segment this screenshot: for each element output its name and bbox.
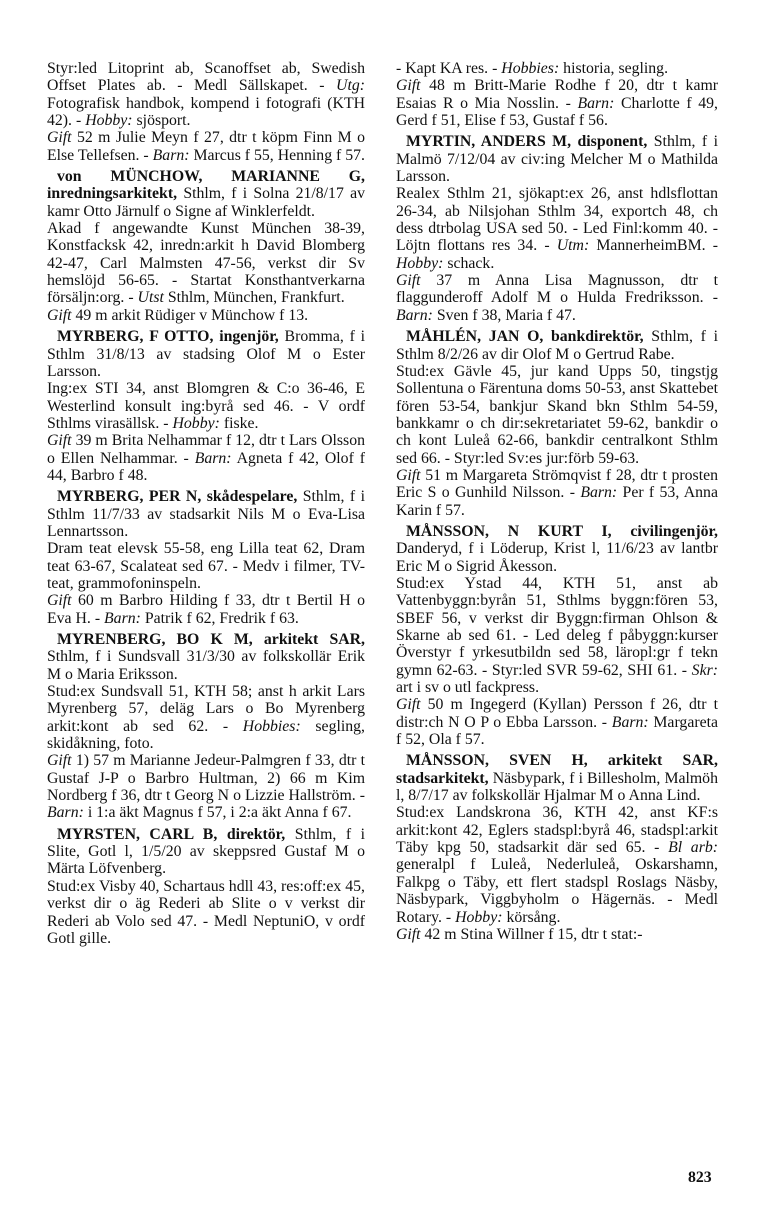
entry-occupation: direktör, bbox=[226, 825, 286, 843]
career-text: Akad f angewandte Kunst München 38-39, Konstfacksk 42, inredn:arkit h David Blomberg 42-47, Carl Malmsten 47-56, verkst dir Sv hemslöjd 56-65. - Startat Konsthantverkarna försäljn:org. - bbox=[47, 220, 365, 307]
hobby-text: historia, segling. bbox=[563, 60, 669, 77]
children-text: Marcus f 55, Henning f 57. bbox=[193, 146, 366, 164]
family-text: 51 m Margareta Strömqvist f 28, dtr t prosten Eric S o Gunhild Nilsson. bbox=[396, 466, 718, 502]
entry-birth: Näsbypark, f i Billesholm, Malmöh l, 8/7/17 av folkskollär Hjalmar M o Anna Lind. bbox=[396, 769, 718, 805]
hobby-label: Hobby: bbox=[85, 112, 133, 130]
family-text: 39 m Brita Nelhammar f 12, dtr t Lars Olsson o Ellen Nelhammar. - bbox=[47, 432, 365, 467]
entry-mansson-kurt bbox=[396, 523, 718, 748]
career-text: Stud:ex Gävle 45, jur kand Upps 50, tingstjg Sollentuna o Färentuna doms 50-53, anst Skattebet fören 53-54, bankjur Skand bkn Sthlm 54-59, bankkamr o ch dir:sekretariatet 59-62, bankdir o ch kont Luleå 62-66, bankdir centralkont Sthlm sed 66. - Styr:led Sv:es jur:förb 59-63. bbox=[396, 362, 718, 467]
hobby-text: fiske. bbox=[223, 414, 259, 432]
entry-name: MYRBERG, F OTTO, bbox=[57, 328, 214, 346]
family-text: 1) 57 m Marianne Jedeur-Palmgren f 33, dtr t Gustaf J-P o Barbro Hultman, 2) 66 m Kim Nordberg f 36, dtr t Georg N o Lizzie Hallström. - bbox=[47, 752, 365, 805]
children-text: Margareta f 52, Ola f 57. bbox=[396, 713, 719, 749]
entry-name: MÅNSSON, N KURT I, bbox=[406, 522, 612, 540]
entry-birth: Sthlm, f i Sthlm 8/2/26 av dir Olof M o Gertrud Rabe. bbox=[396, 328, 718, 363]
entry-birth: Danderyd, f i Löderup, Krist l, 11/6/23 av lantbr Eric M o Sigrid Åkesson. bbox=[396, 540, 718, 575]
entry-myrberg-per bbox=[47, 488, 365, 627]
children-text: i 1:a äkt Magnus f 57, i 2:a äkt Anna f 67. bbox=[87, 804, 352, 822]
entry-name: MYRTIN, ANDERS M, bbox=[406, 133, 572, 151]
entry-occupation: bankdirektör, bbox=[551, 328, 644, 346]
gift-label: Gift bbox=[396, 77, 421, 95]
family-text: 42 m Stina Willner f 15, dtr t stat:- bbox=[424, 925, 643, 943]
works-text: generalpl f Luleå, Nederluleå, Oskarshamn, Falkpg o Täby, ett flert stadspl Roslags Näsby, Näsbypark, Viggbyholm o Hägernäs. - Medl Rotary. - bbox=[396, 856, 718, 926]
entry-birth: Sthlm, f i Slite, Gotl l, 1/5/20 av skeppsred Gustaf M o Märta Löfvenberg. bbox=[47, 825, 366, 878]
entry-mahlen: MÅHLÉN, JAN O, bankdirektör, Sthlm, f i Sthlm 8/2/26 av dir Olof M o Gertrud Rabe. Stud:ex Gävle 45, jur kand Upps 50, tingstjg Sollentuna o Färentuna doms 50-53, anst Skattebet fören 53-54, bankjur Skand bkn Sthlm 54-59, bankkamr o ch dir:sekretariatet 59-62, bankdir o ch kont Luleå 62-66, bankdir centralkont Sthlm sed 66. - Styr:led Sv:es jur:förb 59-63. Gift 51 m Margareta Strömqvist f 28, dtr t prosten Eric S o Gunhild Nilsson. - Barn: Per f 53, Anna Karin f 57. bbox=[396, 328, 718, 519]
gift-label: Gift bbox=[396, 925, 421, 943]
hobby-text: segling, skidåkning, foto. bbox=[47, 717, 365, 753]
gift-label: Gift bbox=[47, 752, 72, 770]
exhibitions-text: Sthlm, München, Frankfurt. bbox=[167, 289, 345, 307]
barn-label: Barn: bbox=[47, 804, 84, 822]
career-text: Dram teat elevsk 55-58, eng Lilla teat 62, Dram teat 63-67, Scalateat sed 67. - Medv i filmer, TV-teat, grammofoninspeln. bbox=[47, 540, 365, 592]
gift-label: Gift bbox=[47, 592, 72, 610]
left-column bbox=[47, 60, 365, 951]
gift-label: Gift bbox=[47, 306, 72, 324]
children-text: Per f 53, Anna Karin f 57. bbox=[396, 484, 718, 519]
career-text: Styr:led Litoprint ab, Scanoffset ab, Swedish Offset Plates ab. - Medl Sällskapet. bbox=[47, 60, 365, 95]
gift-label: Gift bbox=[396, 466, 421, 484]
children-text: Agneta f 42, Olof f 44, Barbro f 48. bbox=[47, 449, 365, 484]
entry-name: von MÜNCHOW, MARIANNE G, bbox=[57, 168, 365, 186]
entry-birth: Bromma, f i Sthlm 31/8/13 av stadsing Olof M o Ester Larsson. bbox=[47, 328, 366, 380]
right-column bbox=[396, 60, 718, 947]
hobbies-label: Hobbies: bbox=[501, 60, 560, 77]
family-text: 37 m Anna Lisa Magnusson, dtr t flaggunderoff Adolf M o Hulda Fredriksson. - bbox=[396, 272, 718, 307]
entry-myrsten bbox=[47, 826, 365, 947]
entry-myrtin: MYRTIN, ANDERS M, disponent, Sthlm, f i Malmö 7/12/04 av civ:ing Melcher M o Mathilda Larsson. Realex Sthlm 21, sjökapt:ex 26, anst hdlsflottan 26-34, ab Nilsjohan Sthlm 34, exportch 48, ch dess dtrbolag USA sed 50. - Led Finl:komm 40. - Löjtn flottans res 34. - Utm: MannerheimBM. - Hobby: schack. Gift 37 m Anna Lisa Magnusson, dtr t flaggunderoff Adolf M o Hulda Fredriksson. - Barn: Sven f 38, Maria f 47. bbox=[396, 133, 719, 324]
children-text: Patrik f 62, Fredrik f 63. bbox=[144, 609, 299, 627]
entry-myrberg-otto bbox=[47, 328, 365, 484]
gift-label: Gift bbox=[396, 272, 421, 290]
entry-birth: Sthlm, f i Solna 21/8/17 av kamr Otto Järnulf o Signe af Winklerfeldt. bbox=[47, 185, 366, 220]
career-text: Ing:ex STI 34, anst Blomgren & C:o 36-46, E Westerlind konsult ing:byrå sed 46. - V ordf Sthlms virasällsk. - bbox=[47, 380, 365, 432]
hobby-text: sjösport. bbox=[136, 112, 191, 130]
entry-occupation: civilingenjör, bbox=[630, 522, 718, 540]
family-text: 60 m Barbro Hilding f 33, dtr t Bertil H o Eva H. - bbox=[47, 592, 365, 627]
barn-label: Barn: bbox=[577, 94, 615, 112]
entry-name: MYRSTEN, CARL B, bbox=[57, 825, 218, 843]
skr-label: Skr: bbox=[691, 661, 718, 679]
bl-arb-label: Bl arb: bbox=[668, 839, 718, 857]
entry-birth: Sthlm, f i Sthlm 11/7/33 av stadsarkit Nils M o Eva-Lisa Lennartsson. bbox=[47, 488, 365, 540]
barn-label: Barn: bbox=[104, 609, 141, 627]
entry-name: MÅNSSON, SVEN H, bbox=[406, 752, 588, 770]
barn-label: Barn: bbox=[152, 146, 190, 164]
entry-occupation: inredningsarkitekt, bbox=[47, 185, 178, 203]
entry-munchow bbox=[47, 168, 365, 324]
career-text: - Kapt KA res. - bbox=[396, 60, 498, 77]
entry-birth: Sthlm, f i Sundsvall 31/3/30 av folkskollär Erik M o Maria Eriksson. bbox=[47, 648, 365, 683]
writings-text: art i sv o utl fackpress. bbox=[396, 679, 540, 697]
utm-label: Utm: bbox=[556, 237, 590, 255]
children-text: Charlotte f 49, Gerd f 51, Elise f 53, Gustaf f 56. bbox=[396, 94, 718, 130]
entry-occupation: arkitekt SAR, bbox=[263, 631, 365, 648]
barn-label: Barn: bbox=[194, 449, 232, 467]
entry-occupation: skådespelare, bbox=[206, 488, 298, 506]
gift-label: Gift bbox=[47, 129, 72, 147]
entry-occupation: ingenjör, bbox=[219, 328, 279, 346]
hobbies-label: Hobbies: bbox=[242, 717, 301, 735]
hobby-label: Hobby: bbox=[455, 908, 503, 926]
career-text: Stud:ex Sundsvall 51, KTH 58; anst h arkit Lars Myrenberg 57, deläg Lars o Bo Myrenberg arkit:kont ab sed 62. - bbox=[47, 683, 365, 735]
entry-myrenberg bbox=[47, 631, 365, 822]
barn-label: Barn: bbox=[580, 484, 618, 502]
career-text: Stud:ex Landskrona 36, KTH 42, anst KF:s arkit:kont 42, Eglers stadspl:byrå 46, stadspl:arkit Täby kpg 50, stadsarkit där sed 65. - bbox=[396, 804, 718, 857]
utst-label: Utst bbox=[137, 289, 164, 307]
entry-occupation: arkitekt SAR, stadsarkitekt, bbox=[396, 752, 719, 787]
hobby-label: Hobby: bbox=[172, 414, 220, 432]
family-text: 49 m arkit Rüdiger v Münchow f 13. bbox=[75, 306, 309, 324]
continued-entry-left: Styr:led Litoprint ab, Scanoffset ab, Swedish Offset Plates ab. - Medl Sällskapet. - Utg: Fotografisk handbok, kompend i fotografi (KTH 42). - Hobby: sjösport. Gift 52 m Julie Meyn f 27, dtr t köpm Finn M o Else Tellefsen. - Barn: Marcus f 55, Henning f 57. bbox=[47, 60, 366, 164]
career-text: Stud:ex Visby 40, Schartaus hdll 43, res:off:ex 45, verkst dir o äg Rederi ab Slite o v verkst dir Rederi ab Volo sed 47. - Medl NeptuniO, v ordf Gotl gille. bbox=[47, 877, 365, 947]
gift-label: Gift bbox=[47, 432, 72, 450]
utg-label: Utg: bbox=[336, 77, 365, 95]
gift-label: Gift bbox=[396, 696, 421, 714]
barn-label: Barn: bbox=[396, 306, 433, 324]
career-text: Realex Sthlm 21, sjökapt:ex 26, anst hdlsflottan 26-34, ab Nilsjohan Sthlm 34, exportch 48, ch dess dtrbolag USA sed 50. - Led Finl:komm 40. - Löjtn flottans res 34. - bbox=[396, 185, 718, 255]
entry-name: MÅHLÉN, JAN O, bbox=[406, 328, 544, 346]
continued-entry-right bbox=[396, 60, 718, 129]
page-number: 823 bbox=[688, 1169, 712, 1186]
works-text: Fotografisk handbok, kompend i fotografi (KTH 42). bbox=[47, 94, 365, 130]
family-text: 48 m Britt-Marie Rodhe f 20, dtr t kamr Esaias R o Mia Nosslin. - bbox=[396, 77, 718, 112]
entry-name: MYRBERG, PER N, bbox=[57, 488, 202, 506]
entry-mansson-sven bbox=[396, 752, 718, 943]
entry-name: MYRENBERG, BO K M, bbox=[57, 631, 253, 648]
honours-text: MannerheimBM. bbox=[596, 237, 706, 255]
hobby-text: körsång. bbox=[506, 908, 561, 926]
hobby-label: Hobby: bbox=[396, 254, 444, 272]
entry-occupation: disponent, bbox=[577, 133, 648, 151]
hobby-text: schack. bbox=[447, 254, 495, 272]
career-text: Stud:ex Ystad 44, KTH 51, anst ab Vattenbyggn:byrån 51, Sthlms byggn:fören 53, SBEF 56, v verkst dir Byggn:firman Ohlson & Skarne ab sed 61. - Led deleg f påbyggn:kurser Överstyr f yrkesutbildn sed 58, läropl:gr f tekn gymn 62-63. - Styr:led SVR 59-62, SHI 61. - bbox=[396, 574, 718, 679]
family-text: 52 m Julie Meyn f 27, dtr t köpm Finn M o Else Tellefsen. bbox=[47, 129, 365, 164]
children-text: Sven f 38, Maria f 47. bbox=[436, 306, 576, 324]
family-text: 50 m Ingegerd (Kyllan) Persson f 26, dtr t distr:ch N O P o Ebba Larsson. - bbox=[396, 696, 718, 731]
barn-label: Barn: bbox=[611, 713, 649, 731]
entry-birth: Sthlm, f i Malmö 7/12/04 av civ:ing Melcher M o Mathilda Larsson. bbox=[396, 133, 719, 186]
